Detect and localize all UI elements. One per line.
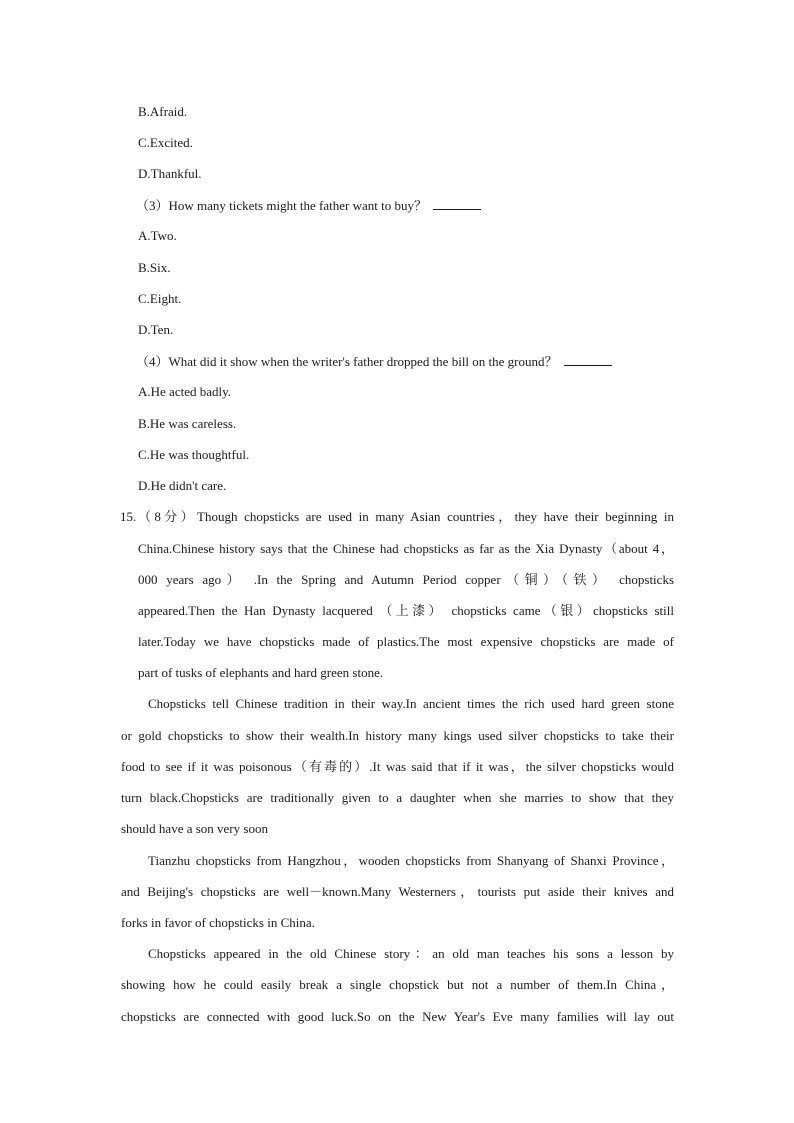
- q3-option-c: C.Eight.: [138, 291, 182, 306]
- q4-answer-blank[interactable]: [564, 353, 612, 366]
- q15-line-5: later.Today we have chopsticks made of plastics.The most expensive chopsticks are made of: [138, 634, 674, 649]
- q2-option-c: C.Excited.: [138, 135, 193, 150]
- q4-option-b: B.He was careless.: [138, 416, 237, 431]
- para3-line-2: and Beijing's chopsticks are well－known.Many Westerners，tourists put aside their knives and: [121, 884, 674, 899]
- para2-line-3: food to see if it was poisonous（有毒的）.It was said that if it was，the silver chopsticks would: [121, 759, 674, 774]
- para3-line-1: Tianzhu chopsticks from Hangzhou，wooden chopsticks from Shanyang of Shanxi Province，: [148, 853, 674, 868]
- q15-number: 15.: [120, 509, 137, 524]
- q2-option-b: B.Afraid.: [138, 104, 188, 119]
- q3-option-a: A.Two.: [138, 228, 177, 243]
- para4-line-3: chopsticks are connected with good luck.So on the New Year's Eve many families will lay out: [121, 1009, 674, 1024]
- q15-line-2: China.Chinese history says that the Chinese had chopsticks as far as the Xia Dynasty（about 4，: [138, 541, 674, 556]
- para3-line-3: forks in favor of chopsticks in China.: [121, 915, 315, 930]
- para4-line-2: showing how he could easily break a single chopstick but not a number of them.In China，: [121, 977, 674, 992]
- q4-option-c: C.He was thoughtful.: [138, 447, 250, 462]
- para2-line-4: turn black.Chopsticks are traditionally given to a daughter when she marries to show that they: [121, 790, 674, 805]
- q4-stem: [136, 353, 612, 370]
- q4-option-d: D.He didn't care.: [138, 478, 227, 493]
- q15-line-3: 000 years ago） .In the Spring and Autumn Period copper（铜）（铁） chopsticks: [138, 572, 674, 587]
- q3-stem: [136, 197, 481, 214]
- para2-line-5: should have a son very soon: [121, 821, 268, 836]
- q3-option-d: D.Ten.: [138, 322, 174, 337]
- q4-stem-text: （4）What did it show when the writer's father dropped the bill on the ground？: [136, 354, 558, 369]
- para2-line-2: or gold chopsticks to show their wealth.In history many kings used silver chopsticks to take their: [121, 728, 674, 743]
- q3-option-b: B.Six.: [138, 260, 171, 275]
- para4-line-1: Chopsticks appeared in the old Chinese story：an old man teaches his sons a lesson by: [148, 946, 674, 961]
- q15-line-1: （8分）Though chopsticks are used in many Asian countries，they have their beginning in: [138, 509, 674, 524]
- q3-stem-text: （3）How many tickets might the father want to buy？: [136, 198, 428, 213]
- para2-line-1: Chopsticks tell Chinese tradition in their way.In ancient times the rich used hard green stone: [148, 696, 674, 711]
- q15-line-4: appeared.Then the Han Dynasty lacquered （上漆） chopsticks came（银）chopsticks still: [138, 603, 674, 618]
- q2-option-d: D.Thankful.: [138, 166, 202, 181]
- q3-answer-blank[interactable]: [433, 197, 481, 210]
- q4-option-a: A.He acted badly.: [138, 384, 232, 399]
- q15-line-6: part of tusks of elephants and hard green stone.: [138, 665, 384, 680]
